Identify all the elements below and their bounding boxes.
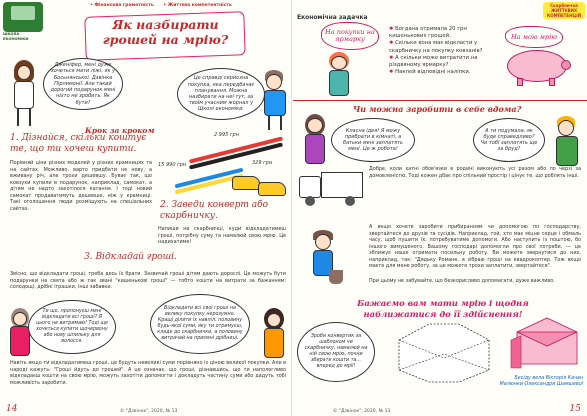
girl-illustration	[8, 60, 40, 128]
page-number: 15	[569, 404, 581, 414]
divider	[293, 100, 587, 101]
page-title: Як назбирати грошей на мрію?	[102, 17, 229, 47]
girl-illustration	[260, 308, 288, 360]
steps-heading: Крок за кроком	[85, 126, 155, 135]
step-1-heading: 1. Дізнайся, скільки коштує те, що ти хочеш купити.	[10, 133, 147, 154]
tag: • Життєва компетентність	[163, 3, 232, 8]
boy-illustration	[551, 116, 583, 170]
logo-line: ЕКОНОМІКИ	[3, 36, 29, 41]
girl-illustration	[301, 114, 329, 168]
paragraph: При цьому не забувайте, що безкорисливо допомагати, дуже важливо.	[369, 278, 555, 284]
speech-bubble: Зроби конвертик за шаблоном чи скарбничку, намалюй на ній свою мрію, почни збирати кошти та... вперед до мрії!	[297, 322, 375, 382]
paragraph: Добре, коли хатні обов'язки в родині виконують усі разом або по черзі за домовленістю. Тоді кожен дбає про спільний простір і цінує те, що роблять інші.	[369, 166, 581, 179]
piggy-bank-icon	[503, 48, 573, 86]
boots-icon	[258, 182, 286, 196]
skis-illustration	[158, 132, 290, 204]
credits: Бесіду вела Вікторія Качан Малюнки Олександри Шамшевої	[499, 376, 583, 388]
envelope-template-icon	[389, 320, 499, 384]
footer: © "Дзвінок", 2020, № 13	[333, 409, 391, 414]
step-3-text: Звісно, що відкладати гроші, треба десь їх брати. Зазвичай гроші дітям дають дорослі. Це можуть бути подарунки на свята або ж так звані "кишенькові гроші" — тобто кошти на витрати за бажанням: солодощі, дрібні іграшки, інші забавки.	[10, 271, 286, 290]
right-page	[293, 0, 587, 416]
step-1-text: Порівняй ціни різних моделей у різних крамницях та на сайтах. Можливо, варто придбати не нову, а вживану річ, але трохи дешевшу. Буває так, що ковзуки купили в подарунок, наприклад, самокат, а дітям не надто захотілося катання. І тоді новий самокат продаватимуть дешевше, ніж у крамниці. Такі оголошення люди розміщують на спеціальних сайтах.	[10, 160, 152, 212]
speech-bubble: Ти що, пропонуєш мені відкладати всі гроші? Я цього не витримаю! Тоді ще хочеться купити щочервону або нову шпильку для волосся.	[28, 300, 116, 354]
speech-bubble: Дженіфер, мені дуже хочеться мати ліжі, як у Босьнянської. Дзвінка Пірлимонії. Але такий дорогий подарунок мені ніхто не зробить. Як бути?	[43, 58, 123, 110]
step-3-heading: 3. Відкладай гроші.	[84, 252, 177, 262]
page-number: 14	[6, 404, 18, 414]
corner-logo: Скарбничка ЖИТТЄВИХ КОМПЕТЕНЦІЙ	[543, 2, 585, 19]
closing-wish: Бажаємо вам мати мрію і щодня наближатися до її здійснення!	[357, 298, 529, 319]
task-text: ✹ Богдана отримала 20 грн кишенькових грошей. ✹ Скільки вона має відкласти у скарбничку на покупку ковзанів? ✹ А скільки може витратити на різдвяному ярмарку? ✹ Наклей відповідні наліпки.	[389, 26, 497, 76]
step-3-text-2: Навіть якщо ти відкладатимеш гроші, це будуть невеликі суми порівняно із ціною великої покупки. Але в народі кажуть: "Гроші йдуть до грошей". А це означає, що гроші, дізнавшись, що ти наполегливо відкладаєш кошти на свою мрію, можуть захотіти допомогти і докладуть частину суми або дадуть тобі можливість заробити.	[10, 360, 286, 386]
wallet-icon	[507, 314, 583, 370]
cloud-label: На покупки на ярмарку	[321, 22, 379, 50]
boots-icon	[232, 176, 260, 190]
girl-illustration	[323, 50, 355, 98]
speech-bubble: Це справді серйозна покупка, яка передбачає планування. Можна назбирати на неї тут, за твоїм учасним жорнал у Школі економіки.	[177, 68, 265, 120]
left-page	[0, 0, 292, 416]
boy-illustration	[260, 70, 290, 130]
price-label: 329 грн	[252, 160, 273, 166]
logo-icon	[3, 2, 43, 32]
step-2-text: Напиши на скарбничці, куди відкладатимеш гроші, потрібну суму та намалюй свою мрію. Це надихатиме!	[158, 226, 286, 245]
kid-with-pot-illustration	[303, 230, 343, 290]
school-economics-logo	[3, 2, 43, 42]
section-title: Чи можна заробити в себе вдома?	[353, 104, 522, 114]
price-label: 2 995 грн	[214, 132, 239, 138]
header-tags	[90, 3, 232, 8]
price-label: 15 990 грн	[158, 162, 187, 168]
step-2-heading: 2. Заведи конверт або скарбничку.	[160, 200, 269, 221]
paragraph: А якщо хочете заробити прибиранням чи допомогою по господарству, звертайтеся до друзів та сусідів. Наприклад, той, хто має міцне серце і обмаль часу, щоб пушити їх, потребуватиме допомоги. Або наступить із поштою, бо іншого вимушеного. Вашому господарі допомогли про свої потреби, — це зближує наше отримати посильну роботу. Ви можете звернутися до них, наприклад, так: "Дядьку Романе, я зібраю гроші на квадрокоптер. Тож якщо маєте для мене роботу, за це можете трохи заплатити, звертайтеся".	[369, 224, 581, 269]
speech-bubble: А ти подумала, як буде справедливо? Чи тобі заплатять ще за бруд?	[473, 118, 545, 162]
speech-bubble: Відкладати всі свої гроші на велику покупку нерозумно. Кращі ділити їх навпіл: половину будь-якої суми, яку ти отримуєш, кладе до скарбнички, а половину витрачай на приємні дрібниці.	[150, 294, 250, 354]
tag: • Фінансова грамотність	[90, 3, 154, 8]
logo-line: ШКОЛА	[3, 32, 20, 36]
speech-bubble: Класна ідея! Я можу прибрати в кімнаті, а батьки мені заплатять мені. Це ж робота!	[331, 118, 415, 162]
truck-icon	[299, 168, 365, 208]
footer: © "Дзвінок", 2020, № 13	[120, 409, 178, 414]
task-heading: Економічна задачка	[297, 14, 368, 21]
cloud-label: На мою мрію	[505, 26, 563, 48]
